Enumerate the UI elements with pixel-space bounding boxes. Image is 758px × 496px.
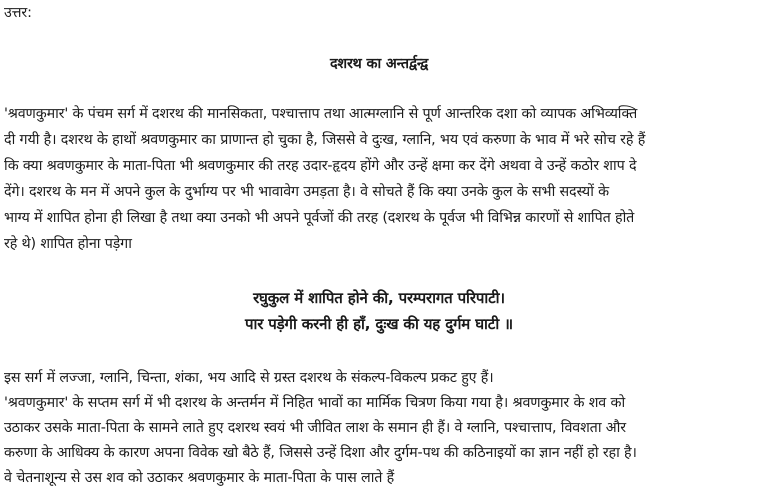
answer-label: उत्तर:	[4, 5, 32, 21]
verse-line-2: पार पड़ेगी करनी ही हाँ, दुःख की यह दुर्गम घाटी ॥	[245, 315, 513, 333]
para1-line: रहे थे) शापित होना पड़ेगा	[4, 236, 132, 252]
para2-line: वे चेतनाशून्य से उस शव को उठाकर श्रवणकुमार के माता-पिता के पास लाते हैं	[4, 470, 395, 486]
para2-line: करुणा के आधिक्य के कारण अपना विवेक खो बैठे हैं, जिससे उन्हें दिशा और दुर्गम-पथ की कठिनाइयों का ज्ञान नहीं हो रहा है।	[4, 445, 637, 461]
para2-line: उठाकर उसके माता-पिता के सामने लाते हुए दशरथ स्वयं भी जीवित लाश के समान ही हैं। वे ग्लानि, पश्चात्ताप, विवशता और	[4, 420, 626, 436]
para2-line: 'श्रवणकुमार' के सप्तम सर्ग में भी दशरथ के अन्तर्मन में निहित भावों का मार्मिक चित्रण किया गया है। श्रवणकुमार के शव को	[4, 395, 625, 411]
para1-line: भाग्य में शापित होना ही लिखा है तथा क्या उनको भी अपने पूर्वजों की तरह (दशरथ के पूर्वज भी विभिन्न कारणों से शापित होते	[4, 210, 635, 226]
para1-line: कि क्या श्रवणकुमार के माता-पिता भी श्रवणकुमार की तरह उदार-हृदय होंगे और उन्हें क्षमा कर देंगे अथवा वे उन्हें कठोर शाप दे	[4, 158, 637, 174]
para1-line: देंगे। दशरथ के मन में अपने कुल के दुर्भाग्य पर भी भावावेग उमड़ता है। वे सोचते हैं कि क्या उनके कुल के सभी सदस्यों के	[4, 184, 609, 200]
section-heading: दशरथ का अन्तर्द्वन्द्व	[329, 56, 429, 72]
para2-line: इस सर्ग में लज्जा, ग्लानि, चिन्ता, शंका, भय आदि से ग्रस्त दशरथ के संकल्प-विकल्प प्रकट हुए हैं।	[4, 370, 494, 386]
para1-line: 'श्रवणकुमार' के पंचम सर्ग में दशरथ की मानसिकता, पश्चात्ताप तथा आत्मग्लानि से पूर्ण आन्तरिक दशा को व्यापक अभिव्यक्ति	[4, 106, 638, 122]
para1-line: दी गयी है। दशरथ के हाथों श्रवणकुमार का प्राणान्त हो चुका है, जिससे वे दुःख, ग्लानि, भय एवं करुणा के भाव में भरे सोच रहे हैं	[4, 132, 646, 148]
verse-line-1: रघुकुल में शापित होने की, परम्परागत परिपाटी।	[253, 289, 505, 307]
